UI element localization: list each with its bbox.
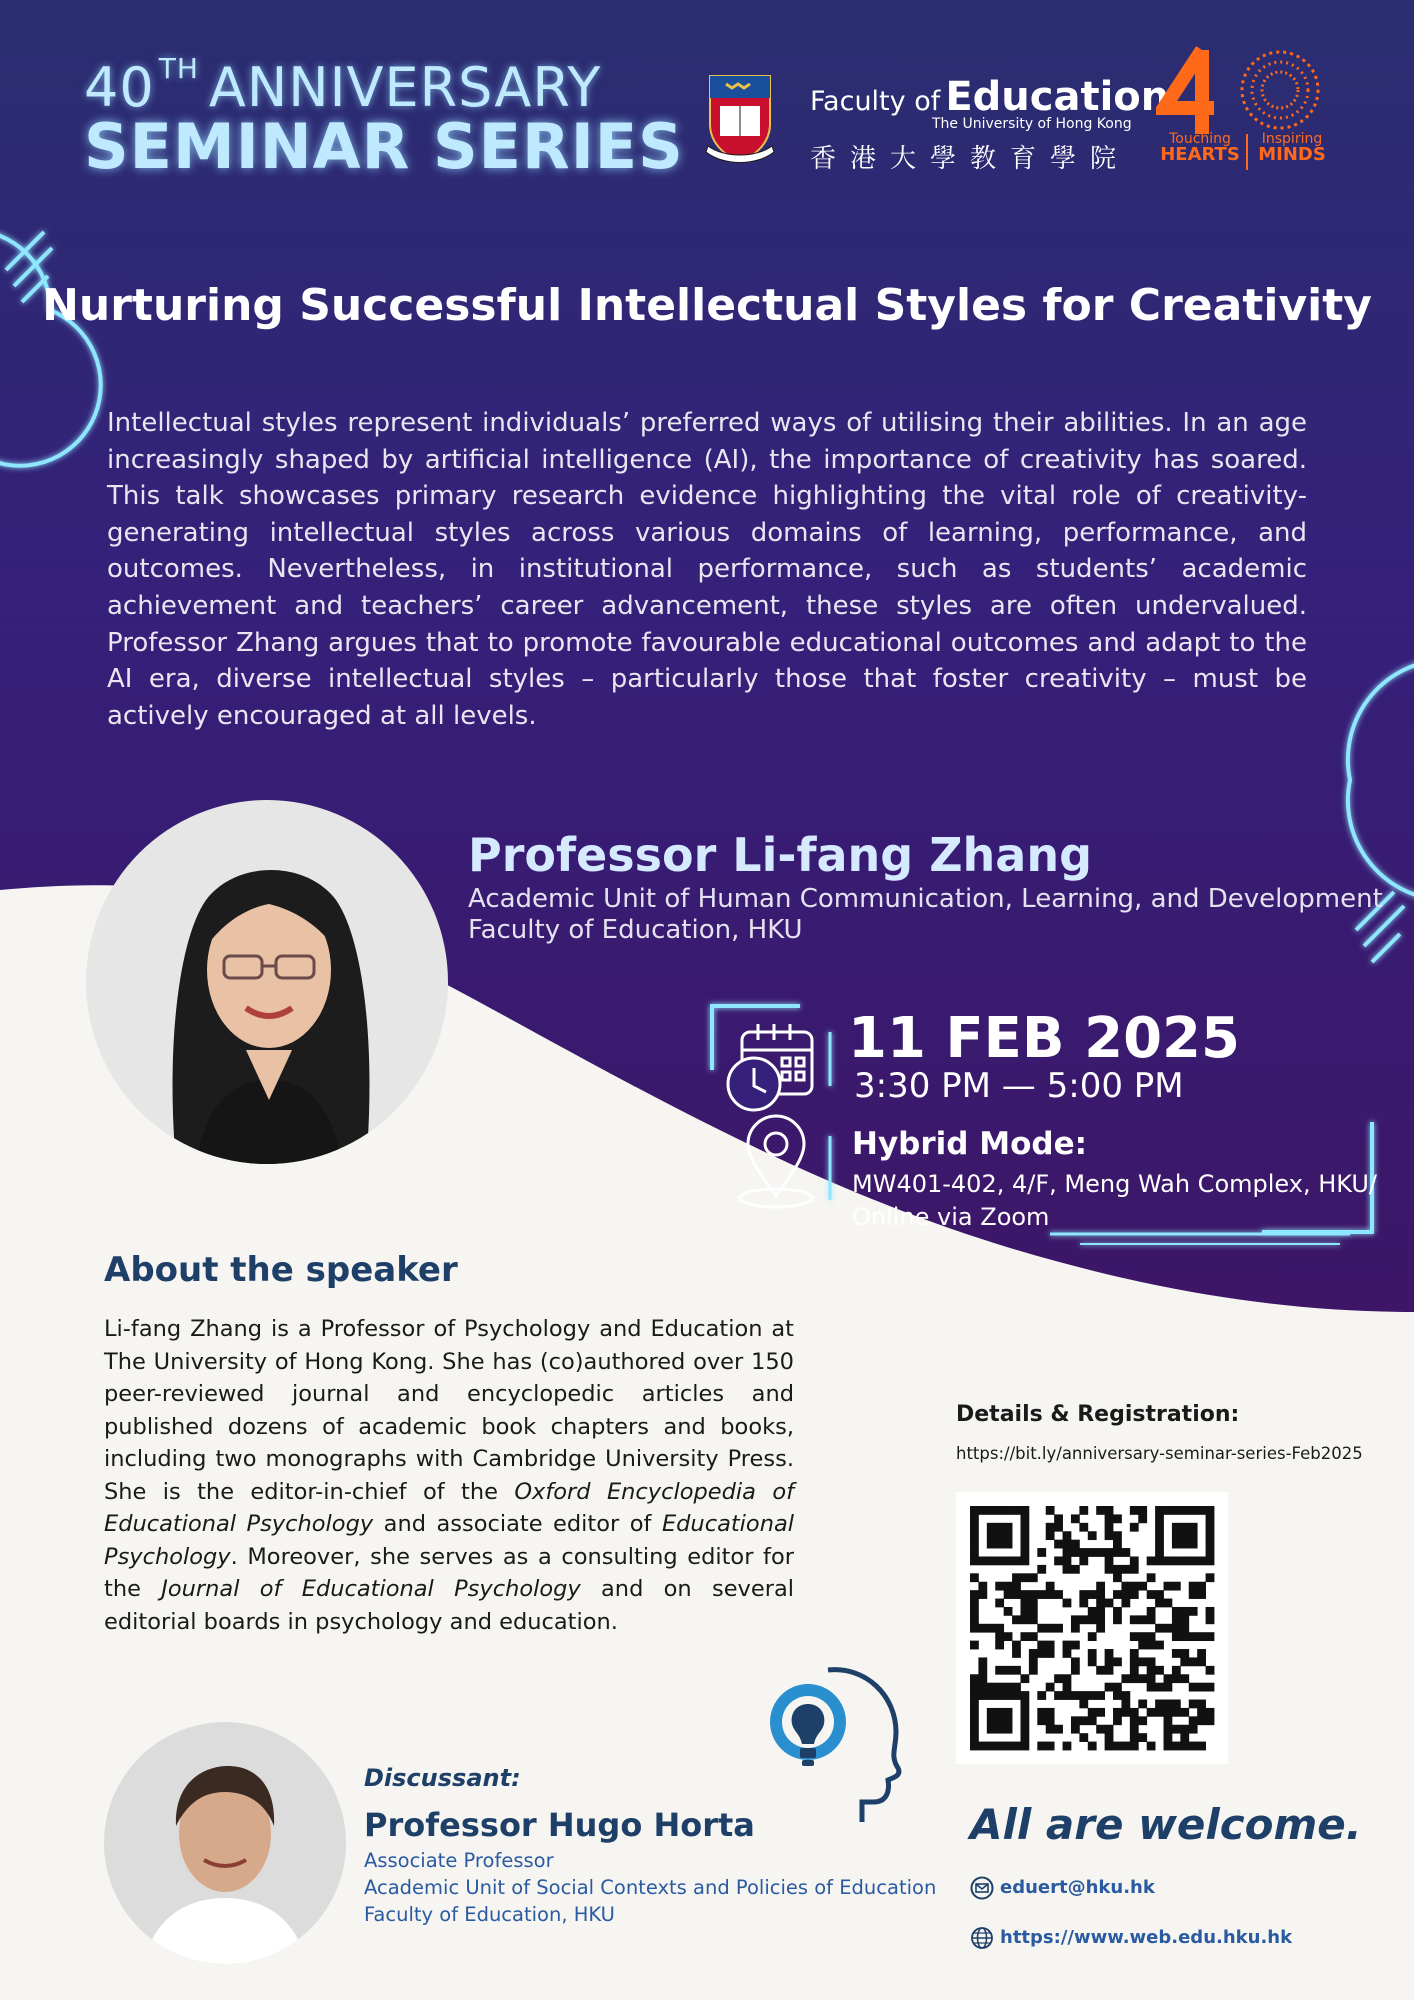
registration-label: Details & Registration:: [956, 1402, 1240, 1427]
logo-divider: [1246, 134, 1248, 170]
event-venue: [852, 1168, 1377, 1234]
venue-location: MW401-402, 4/F, Meng Wah Complex, HKU/: [852, 1170, 1377, 1198]
logo-inspiring-minds: Inspiring MINDS: [1258, 131, 1326, 165]
hku-crest-logo: [704, 72, 776, 168]
event-date: 11 FEB 2025: [848, 1006, 1240, 1071]
speaker-photo: [86, 800, 448, 1164]
discussant-name: Professor Hugo Horta: [364, 1806, 755, 1844]
talk-title: Nurturing Successful Intellectual Styles for Creativity: [42, 280, 1372, 331]
speaker-unit: Academic Unit of Human Communication, Learning, and Development: [468, 884, 1383, 914]
registration-qr-code[interactable]: [956, 1492, 1228, 1764]
discussant-faculty: Faculty of Education, HKU: [364, 1903, 615, 1926]
website-contact[interactable]: [970, 1926, 1292, 1950]
anniversary-40-logo: [1156, 44, 1326, 140]
faculty-name: Faculty of Education: [810, 74, 1170, 120]
event-time: 3:30 PM — 5:00 PM: [854, 1066, 1184, 1106]
discussant-unit: Academic Unit of Social Contexts and Policies of Education: [364, 1876, 937, 1899]
globe-icon: [970, 1926, 994, 1950]
email-text[interactable]: eduert@hku.hk: [1000, 1877, 1155, 1898]
series-title-line1: 40 $^{TH}$ ANNIVERSARY: [84, 52, 602, 119]
registration-link[interactable]: https://bit.ly/anniversary-seminar-series-Feb2025: [956, 1444, 1363, 1463]
about-speaker-heading: About the speaker: [104, 1250, 458, 1290]
event-mode: Hybrid Mode:: [852, 1126, 1087, 1162]
series-title-line2: SEMINAR SERIES: [84, 110, 684, 183]
logo-touching-hearts: Touching HEARTS: [1160, 131, 1240, 165]
university-name: The University of Hong Kong: [932, 116, 1132, 132]
speaker-bio: Li-fang Zhang is a Professor of Psychology and Education at The University of Hong Kong. She has (co)authored over 150 peer-reviewed journal and encyclopedic articles and published dozens of academic book chapters and books, including two monographs with Cambridge University Press. She is the editor-in-chief of the Oxford Encyclopedia of Educational Psychology and associate editor of Educational Psychology. Moreover, she serves as a consulting editor for the Journal of Educational Psychology and on several editorial boards in psychology and education.: [104, 1316, 795, 1635]
discussant-label: Discussant:: [364, 1764, 521, 1792]
email-icon: [970, 1876, 994, 1900]
discussant-title: Associate Professor: [364, 1849, 554, 1872]
lightbulb-head-icon: [746, 1656, 916, 1826]
talk-abstract: Intellectual styles represent individuals’ preferred ways of utilising their abilities. In an age increasingly shaped by artificial intelligence (AI), the importance of creativity has soared. This talk showcases primary research evidence highlighting the vital role of creativity-generating intellectual styles across various domains of learning, performance, and outcomes. Nevertheless, in institutional performance, such as students’ academic achievement and teachers’ career advancement, these styles are often undervalued. Professor Zhang argues that to promote favourable educational outcomes and adapt to the AI era, diverse intellectual styles – particularly those that foster creativity – must be actively encouraged at all levels.: [107, 408, 1307, 731]
welcome-message: All are welcome.: [970, 1800, 1362, 1849]
website-text[interactable]: https://www.web.edu.hku.hk: [1000, 1927, 1293, 1948]
discussant-info: [364, 1847, 936, 1928]
email-contact[interactable]: [970, 1876, 1155, 1900]
speaker-name: Professor Li-fang Zhang: [468, 828, 1093, 882]
discussant-photo: [104, 1722, 346, 1964]
chinese-faculty-name: 香港大學教育學院: [810, 144, 1131, 174]
venue-online: Online via Zoom: [852, 1203, 1050, 1231]
speaker-faculty: Faculty of Education, HKU: [468, 915, 803, 945]
speaker-affiliation: [468, 884, 1383, 946]
